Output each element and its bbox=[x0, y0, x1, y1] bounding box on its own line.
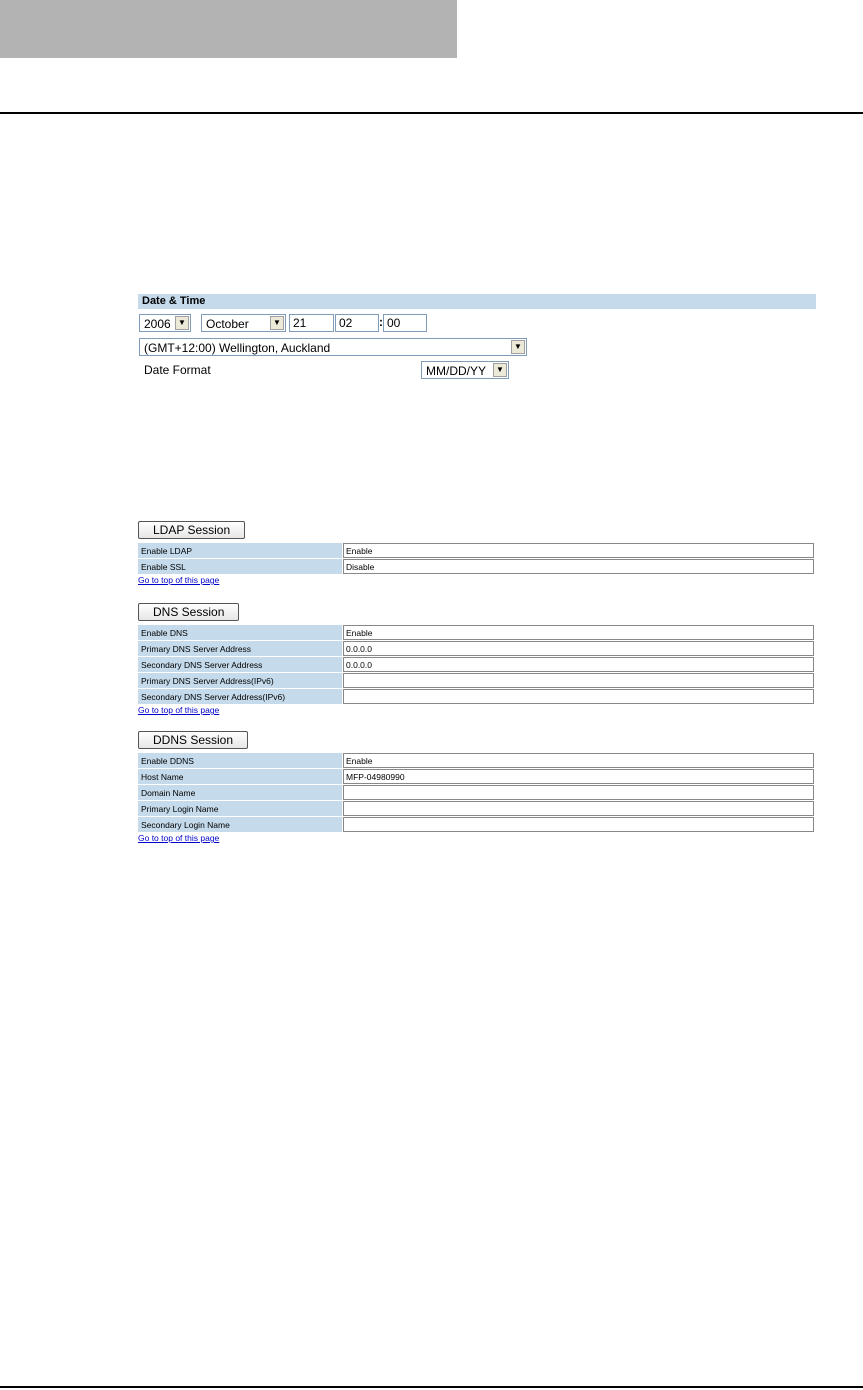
table-row bbox=[138, 641, 814, 656]
dns-session-button[interactable]: DNS Session bbox=[138, 603, 239, 621]
row-label: Enable SSL bbox=[138, 559, 342, 574]
chevron-down-icon: ▼ bbox=[270, 316, 284, 330]
year-value: 2006 bbox=[144, 317, 171, 331]
table-row bbox=[138, 785, 814, 800]
row-value: 0.0.0.0 bbox=[343, 657, 814, 672]
day-input[interactable]: 21 bbox=[289, 314, 334, 332]
row-label: Secondary DNS Server Address(IPv6) bbox=[138, 689, 342, 704]
table-row bbox=[138, 801, 814, 816]
dns-table bbox=[137, 624, 815, 705]
table-row bbox=[138, 625, 814, 640]
date-format-value: MM/DD/YY bbox=[426, 364, 486, 378]
row-label: Host Name bbox=[138, 769, 342, 784]
date-format-label: Date Format bbox=[144, 363, 211, 377]
chevron-down-icon: ▼ bbox=[175, 316, 189, 330]
hour-input[interactable]: 02 bbox=[335, 314, 379, 332]
row-value bbox=[343, 801, 814, 816]
date-time-panel bbox=[138, 294, 816, 309]
table-row bbox=[138, 543, 814, 558]
footer-rule bbox=[0, 1386, 863, 1388]
chevron-down-icon: ▼ bbox=[511, 340, 525, 354]
row-label: Primary Login Name bbox=[138, 801, 342, 816]
ddns-top-link[interactable]: Go to top of this page bbox=[138, 833, 220, 843]
ddns-table bbox=[137, 752, 815, 833]
table-row bbox=[138, 753, 814, 768]
header-band bbox=[0, 0, 457, 58]
dns-top-link[interactable]: Go to top of this page bbox=[138, 705, 220, 715]
row-value bbox=[343, 817, 814, 832]
row-label: Domain Name bbox=[138, 785, 342, 800]
row-label: Secondary Login Name bbox=[138, 817, 342, 832]
table-row bbox=[138, 689, 814, 704]
ldap-table bbox=[137, 542, 815, 575]
year-select[interactable] bbox=[139, 314, 191, 332]
table-row bbox=[138, 817, 814, 832]
date-format-select[interactable] bbox=[421, 361, 509, 379]
header-rule bbox=[0, 112, 863, 114]
table-row bbox=[138, 673, 814, 688]
timezone-value: (GMT+12:00) Wellington, Auckland bbox=[144, 341, 331, 355]
ddns-session bbox=[138, 731, 816, 843]
ldap-top-link[interactable]: Go to top of this page bbox=[138, 575, 220, 585]
row-label: Primary DNS Server Address(IPv6) bbox=[138, 673, 342, 688]
table-row bbox=[138, 657, 814, 672]
month-value: October bbox=[206, 317, 249, 331]
row-value bbox=[343, 689, 814, 704]
row-label: Enable LDAP bbox=[138, 543, 342, 558]
table-row bbox=[138, 559, 814, 574]
row-value: Disable bbox=[343, 559, 814, 574]
table-row bbox=[138, 769, 814, 784]
month-select[interactable] bbox=[201, 314, 286, 332]
row-value: MFP-04980990 bbox=[343, 769, 814, 784]
date-time-title: Date & Time bbox=[138, 294, 816, 309]
row-value bbox=[343, 785, 814, 800]
time-separator: : bbox=[379, 315, 383, 329]
row-value: Enable bbox=[343, 625, 814, 640]
row-value: Enable bbox=[343, 753, 814, 768]
minute-input[interactable]: 00 bbox=[383, 314, 427, 332]
row-value bbox=[343, 673, 814, 688]
ldap-session-button[interactable]: LDAP Session bbox=[138, 521, 245, 539]
row-value: Enable bbox=[343, 543, 814, 558]
row-label: Enable DDNS bbox=[138, 753, 342, 768]
ldap-session bbox=[138, 521, 816, 585]
row-label: Enable DNS bbox=[138, 625, 342, 640]
row-label: Secondary DNS Server Address bbox=[138, 657, 342, 672]
timezone-select[interactable] bbox=[139, 338, 527, 356]
ddns-session-button[interactable]: DDNS Session bbox=[138, 731, 248, 749]
chevron-down-icon: ▼ bbox=[493, 363, 507, 377]
row-value: 0.0.0.0 bbox=[343, 641, 814, 656]
dns-session bbox=[138, 603, 816, 715]
row-label: Primary DNS Server Address bbox=[138, 641, 342, 656]
